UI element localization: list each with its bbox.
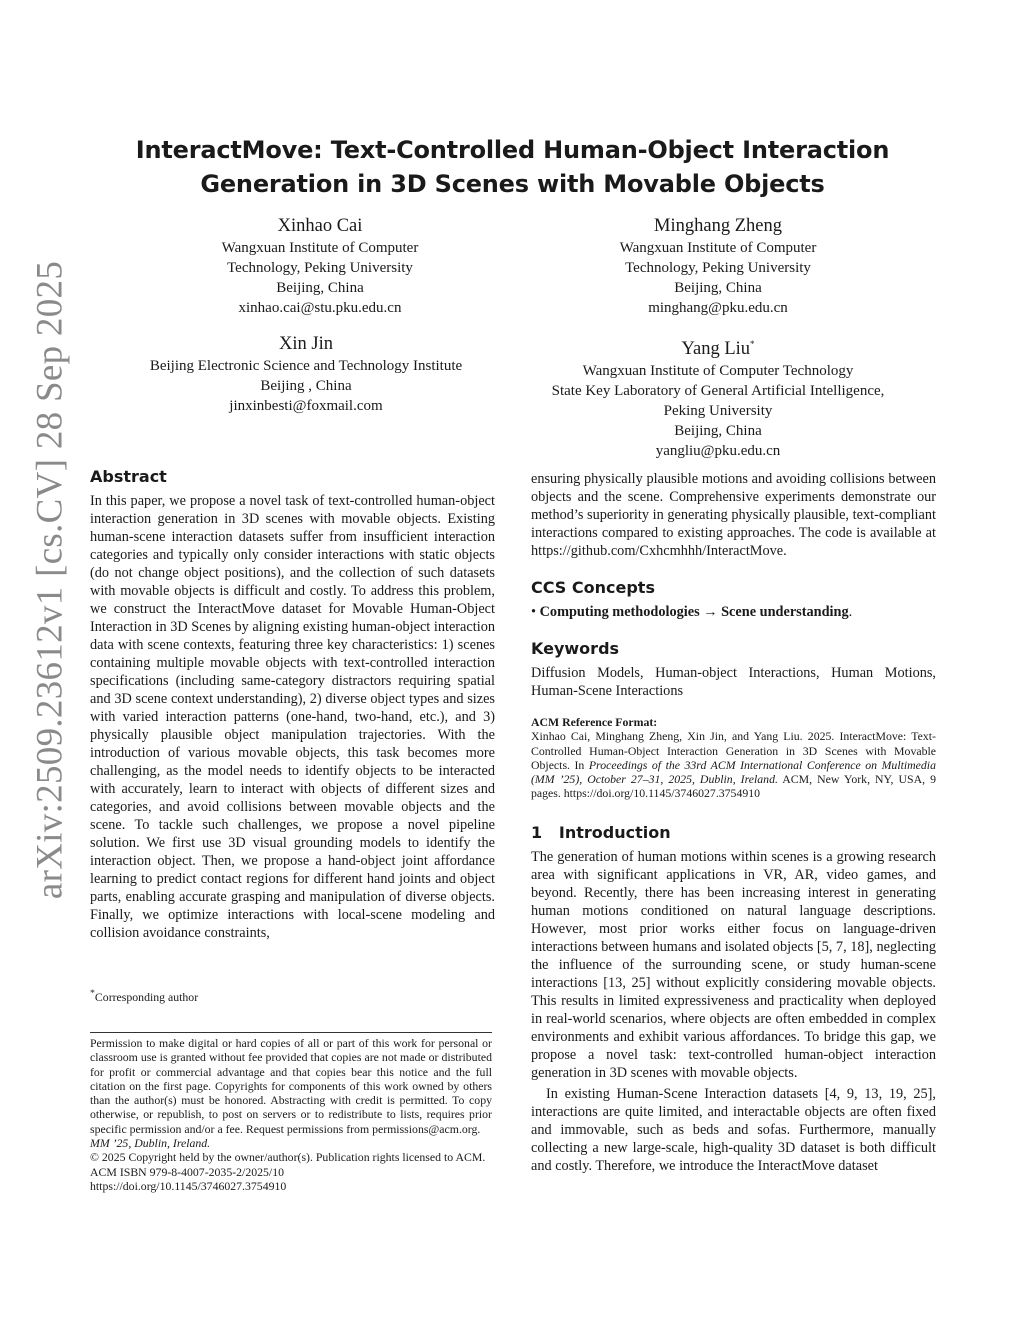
section-title: Introduction bbox=[558, 822, 671, 842]
author-name: Minghang Zheng bbox=[654, 216, 782, 236]
intro-paragraph-1: The generation of human motions within scenes is a growing research area with significant applications in VR, AR, video games, and beyond. Recently, there has been increasing interest in generating human motions conditioned on natural language descriptions. However, most prior works either focus on language-driven interactions between humans and isolated objects [5, 7, 18], neglecting the influence of the surrounding scene, or study human-scene interactions [13, 25] without explicitly considering movable objects. This results in limited expressiveness and practicality when deployed in real-world scenarios, where objects are often embedded in complex environments and exhibit various affordances. To bridge this gap, we propose a novel task: text-controlled human-object interaction generation in 3D scenes with movable objects. bbox=[531, 848, 936, 1081]
permission-divider bbox=[90, 1032, 492, 1033]
author-affiliation: Wangxuan Institute of Computer bbox=[619, 240, 817, 256]
reference-heading: ACM Reference Format: bbox=[531, 715, 658, 729]
ccs-concept: Computing methodologies bbox=[539, 604, 700, 620]
author-block-3 bbox=[106, 332, 506, 416]
footnote-text: Corresponding author bbox=[94, 989, 199, 1004]
reference-authors: Xinhao Cai, Minghang Zheng, Xin Jin, and Yang Liu. 2025. InteractMove: Text-Controlled Human-Object Interaction Generation in 3D Scenes with Movable Objects. In bbox=[531, 729, 936, 772]
footnote-mark: * bbox=[90, 988, 95, 999]
author-affiliation: Peking University bbox=[663, 403, 773, 420]
title-line-1: InteractMove: Text-Controlled Human-Object Interaction bbox=[135, 136, 890, 164]
footnote bbox=[90, 987, 495, 1004]
author-block-1 bbox=[120, 214, 520, 318]
venue-line: MM ’25, Dublin, Ireland. bbox=[90, 1136, 211, 1151]
author-email[interactable]: yangliu@pku.edu.cn bbox=[655, 443, 781, 460]
right-column bbox=[531, 470, 936, 1175]
author-affiliation: State Key Laboratory of General Artificial Intelligence, bbox=[551, 383, 885, 400]
author-affiliation: Wangxuan Institute of Computer Technology bbox=[582, 363, 854, 380]
reference-venue: Proceedings of the 33rd ACM International Conference on Multimedia (MM ’25), October 27–31, 2025, Dublin, Ireland. bbox=[531, 757, 936, 787]
title-line-2: Generation in 3D Scenes with Movable Objects bbox=[200, 170, 825, 198]
abstract-heading: Abstract bbox=[90, 467, 167, 486]
doi-link[interactable]: https://doi.org/10.1145/3746027.3754910 bbox=[90, 1178, 287, 1193]
ccs-concept-line bbox=[531, 603, 936, 621]
author-location: Beijing , China bbox=[260, 378, 352, 394]
isbn-line: ACM ISBN 979-8-4007-2035-2/2025/10 bbox=[90, 1164, 284, 1179]
author-name bbox=[518, 332, 918, 361]
keywords-text: Diffusion Models, Human-object Interactions, Human Motions, Human-Scene Interactions bbox=[531, 665, 936, 699]
author-location: Beijing, China bbox=[674, 423, 762, 440]
author-email[interactable]: jinxinbesti@foxmail.com bbox=[229, 398, 383, 414]
author-location: Beijing, China bbox=[276, 280, 364, 296]
paper-title bbox=[90, 133, 935, 201]
left-column bbox=[90, 467, 495, 942]
permission-text: Permission to make digital or hard copies of all or part of this work for personal or classroom use is granted without fee provided that copies are not made or distributed for profit or commercial advantage and that copies bear this notice and the full citation on the first page. Copyrights for components of this work owned by others than the author(s) must be honored. Abstracting with credit is permitted. To copy otherwise, or republish, to post on servers or to redistribute to lists, requires prior specific permission and/or a fee. Request permissions from permissions@acm.org. bbox=[90, 1036, 492, 1136]
reference-block bbox=[531, 715, 936, 801]
keywords-heading: Keywords bbox=[531, 639, 620, 658]
section-number: 1 bbox=[531, 822, 543, 842]
author-affiliation: Beijing Electronic Science and Technology Institute bbox=[149, 358, 463, 374]
arrow-icon: → bbox=[703, 604, 718, 620]
ccs-end: . bbox=[848, 604, 853, 620]
reference-doi: ACM, New York, NY, USA, 9 pages. https://doi.org/10.1145/3746027.3754910 bbox=[531, 772, 936, 801]
author-affiliation: Wangxuan Institute of Computer bbox=[221, 240, 419, 256]
corresponding-mark: * bbox=[750, 339, 755, 349]
permission-block bbox=[90, 1036, 492, 1193]
ccs-subconcept: Scene understanding bbox=[721, 604, 849, 620]
author-name: Xin Jin bbox=[279, 334, 333, 354]
author-location: Beijing, China bbox=[674, 280, 762, 296]
author-name-text: Yang Liu bbox=[681, 339, 751, 360]
author-name: Xinhao Cai bbox=[277, 216, 363, 236]
reference-text bbox=[531, 729, 936, 800]
author-affiliation: Technology, Peking University bbox=[227, 260, 413, 276]
arxiv-stamp: arXiv:2509.23612v1 [cs.CV] 28 Sep 2025 bbox=[29, 260, 71, 900]
author-email[interactable]: xinhao.cai@stu.pku.edu.cn bbox=[238, 300, 402, 316]
intro-paragraph-2: In existing Human-Scene Interaction datasets [4, 9, 13, 19, 25], interactions are quite limited, and interactable objects are often fixed and immovable, such as beds and sofas. Furthermore, manually collecting a new large-scale, high-quality 3D dataset is both difficult and costly. Therefore, we introduce the InteractMove dataset bbox=[531, 1085, 936, 1174]
abstract-text: In this paper, we propose a novel task of text-controlled human-object interaction generation in 3D scenes with movable objects. Existing human-scene interaction datasets suffer from insufficient interaction categories and typically only consider interactions with static objects (do not change object positions), and the collection of such datasets with movable objects is difficult and costly. To address this problem, we construct the InteractMove dataset for Movable Human-Object Interaction in 3D Scenes by aligning existing human-object interaction data with scene contexts, featuring three key characteristics: 1) scenes containing multiple movable objects with text-controlled interaction specifications (including same-category distractors requiring spatial and 3D scene context understanding), 2) diverse object types and sizes with varied interaction patterns (one-hand, two-hand, etc.), and 3) physically plausible object manipulation trajectories. With the introduction of various movable objects, this task becomes more challenging, as the model needs to identify objects to be interacted with accurately, learn to interact with objects of different sizes and categories, and avoid collisions between movable objects and the scene. To tackle such challenges, we propose a novel pipeline solution. We first use 3D visual grounding models to identify the interaction object. Then, we propose a hand-object joint affordance learning to predict contact regions for different hand joints and object parts, enabling accurate grasping and manipulation of diverse objects. Finally, we optimize interactions with local-scene modeling and collision avoidance constraints, bbox=[90, 493, 495, 941]
ccs-heading: CCS Concepts bbox=[531, 578, 655, 597]
author-affiliation: Technology, Peking University bbox=[625, 260, 811, 276]
author-block-4 bbox=[518, 332, 918, 461]
author-block-2 bbox=[518, 214, 918, 318]
copyright-line: © 2025 Copyright held by the owner/author(s). Publication rights licensed to ACM. bbox=[90, 1150, 486, 1165]
author-email[interactable]: minghang@pku.edu.cn bbox=[648, 300, 788, 316]
abstract-continuation: ensuring physically plausible motions and avoiding collisions between objects and the scene. Comprehensive experiments demonstrate our method’s superiority in generating physically plausible, text-compliant interactions compared to existing approaches. The code is available at https://github.com/Cxhcmhhh/InteractMove. bbox=[531, 471, 936, 559]
introduction-heading bbox=[531, 823, 936, 843]
bullet: • bbox=[531, 604, 537, 620]
